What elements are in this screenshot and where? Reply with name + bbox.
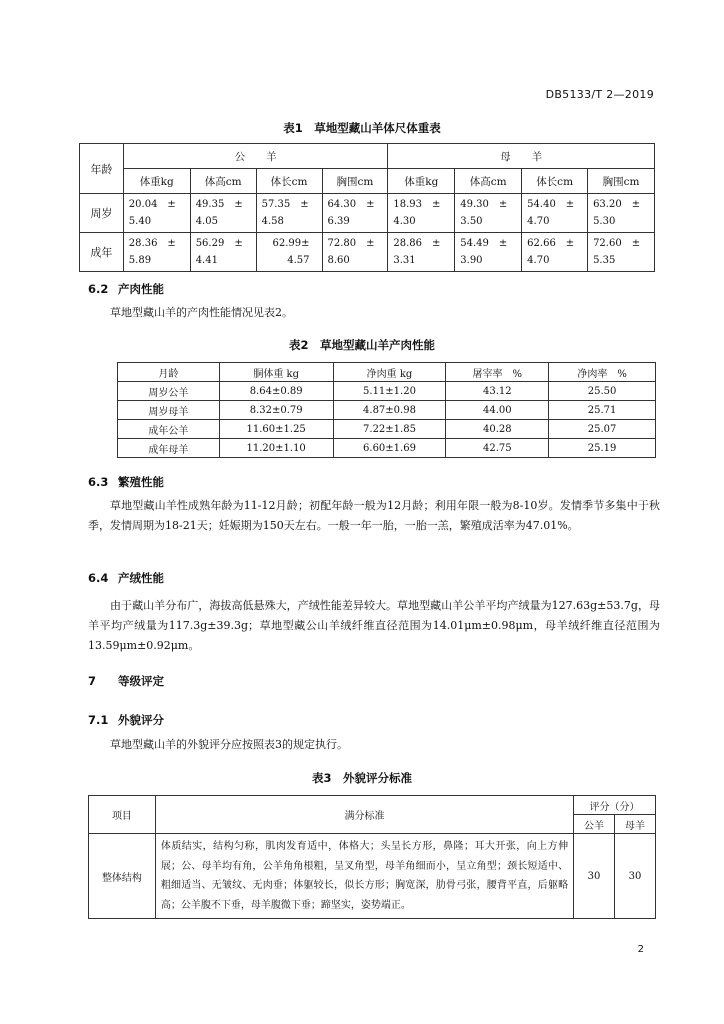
column-header: 胸围cm [588,169,655,194]
score-header: 评分（分） [574,796,656,815]
standard-cell: 体质结实，结构匀称，肌肉发育适中，体格大；头呈长方形，鼻隆；耳大开张，向上方伸展；公、母羊均有角，公羊角角根粗，呈叉角型，母羊角细而小，呈立角型；颈长短适中、粗细适当、无皱纹、无肉垂；体躯较长，似长方形；胸宽深，肋骨弓张，腰背平直，后躯略高；公羊腹不下垂，母羊腹微下垂；蹄坚实，姿势端正。 [155,834,573,919]
section-title: 外貌评分 [118,713,164,727]
standard-header: 满分标准 [155,796,573,834]
table-cell: 64.30 ± 6.39 [322,194,388,233]
section-6-4-heading [88,570,164,586]
table-cell: 40.28 [446,420,549,439]
table-cell: 62.99± 4.57 [256,233,322,272]
section-title: 等级评定 [118,674,164,688]
column-header: 体重kg [123,169,190,194]
table-cell: 8.64±0.89 [219,382,333,401]
male-header: 公 羊 [123,144,388,169]
column-header: 胴体重 kg [219,363,333,382]
column-header: 屠宰率 % [446,363,549,382]
section-number: 6.2 [88,282,109,296]
table-cell: 57.35 ± 4.58 [256,194,322,233]
section-7-1-text: 草地型藏山羊的外貌评分应按照表3的规定执行。 [110,738,348,751]
row-label: 成年 [80,233,124,272]
table-cell: 72.60 ± 5.35 [588,233,655,272]
section-title: 产肉性能 [118,282,164,296]
table-row [80,233,655,272]
item-header: 项目 [89,796,156,834]
column-header: 体长cm [256,169,322,194]
table-cell: 54.40 ± 4.70 [522,194,588,233]
table-cell: 5.11±1.20 [333,382,446,401]
table-cell: 周岁母羊 [118,401,220,420]
table-cell: 44.00 [446,401,549,420]
section-7-heading [88,673,164,689]
column-header: 胸围cm [322,169,388,194]
section-number: 7.1 [88,713,109,727]
table-cell: 周岁公羊 [118,382,220,401]
section-6-2-text: 草地型藏山羊的产肉性能情况见表2。 [110,306,293,319]
table-cell: 43.12 [446,382,549,401]
table-cell: 42.75 [446,439,549,458]
table-row [118,439,656,458]
table-cell: 11.20±1.10 [219,439,333,458]
standard-code: DB5133/T 2—2019 [545,88,654,101]
column-header: 体长cm [522,169,588,194]
row-label: 周岁 [80,194,124,233]
table-cell: 72.80 ± 8.60 [322,233,388,272]
table-cell: 8.32±0.79 [219,401,333,420]
table-cell: 7.22±1.85 [333,420,446,439]
table-cell: 62.66 ± 4.70 [522,233,588,272]
table-cell: 28.36 ± 5.89 [123,233,190,272]
column-header: 体重kg [388,169,455,194]
column-header: 体高cm [190,169,256,194]
table1 [79,143,655,272]
table1-caption: 表1 草地型藏山羊体尺体重表 [283,121,441,135]
page-number: 2 [637,944,644,955]
column-header: 体高cm [455,169,522,194]
section-7-1-heading [88,712,164,728]
table-cell: 54.49 ± 3.90 [455,233,522,272]
table-row [80,194,655,233]
column-header: 净肉率 % [549,363,656,382]
item-cell: 整体结构 [89,834,156,919]
table-row [118,382,656,401]
table3 [88,795,656,919]
table-cell: 25.50 [549,382,656,401]
male-score-header: 公羊 [574,815,615,834]
female-score-cell: 30 [615,834,656,919]
table-row [118,420,656,439]
table-cell: 25.71 [549,401,656,420]
table-cell: 6.60±1.69 [333,439,446,458]
table-cell: 63.20 ± 5.30 [588,194,655,233]
table2 [117,362,656,458]
table-cell: 49.30 ± 3.50 [455,194,522,233]
table-row [118,401,656,420]
table-cell: 28.86 ± 3.31 [388,233,455,272]
table-cell: 18.93 ± 4.30 [388,194,455,233]
female-header: 母 羊 [388,144,655,169]
table-cell: 成年公羊 [118,420,220,439]
age-header: 年龄 [80,144,124,194]
section-number: 6.4 [88,571,109,585]
section-title: 产绒性能 [118,571,164,585]
table-cell: 25.19 [549,439,656,458]
section-6-2-heading [88,281,164,297]
column-header: 净肉重 kg [333,363,446,382]
section-title: 繁殖性能 [118,475,164,489]
table-cell: 4.87±0.98 [333,401,446,420]
table-cell: 25.07 [549,420,656,439]
section-number: 7 [88,674,97,688]
table-cell: 20.04 ± 5.40 [123,194,190,233]
section-number: 6.3 [88,475,109,489]
table-cell: 56.29 ± 4.41 [190,233,256,272]
table-cell: 成年母羊 [118,439,220,458]
section-6-3-text: 草地型藏山羊性成熟年龄为11-12月龄；初配年龄一般为12月龄；利用年限一般为8-10岁。发情季节多集中于秋季，发情周期为18-21天；妊娠期为150天左右。一般一年一胎，一胎一羔，繁殖成活率为47.01%。 [88,499,660,532]
section-6-3-heading [88,474,164,490]
table3-caption: 表3 外貌评分标准 [311,771,412,785]
column-header: 月龄 [118,363,220,382]
male-score-cell: 30 [574,834,615,919]
table-cell: 49.35 ± 4.05 [190,194,256,233]
female-score-header: 母羊 [615,815,656,834]
section-6-4-text: 由于藏山羊分布广，海拔高低悬殊大，产绒性能差异较大。草地型藏山羊公羊平均产绒量为127.63g±53.7g，母羊平均产绒量为117.3g±39.3g；草地型藏公山羊绒纤维直径范围为14.01μm±0.98μm，母羊绒纤维直径范围为13.59μm±0.92μm。 [88,599,660,652]
table-row [89,834,656,919]
table-cell: 11.60±1.25 [219,420,333,439]
table2-caption: 表2 草地型藏山羊产肉性能 [288,338,435,352]
